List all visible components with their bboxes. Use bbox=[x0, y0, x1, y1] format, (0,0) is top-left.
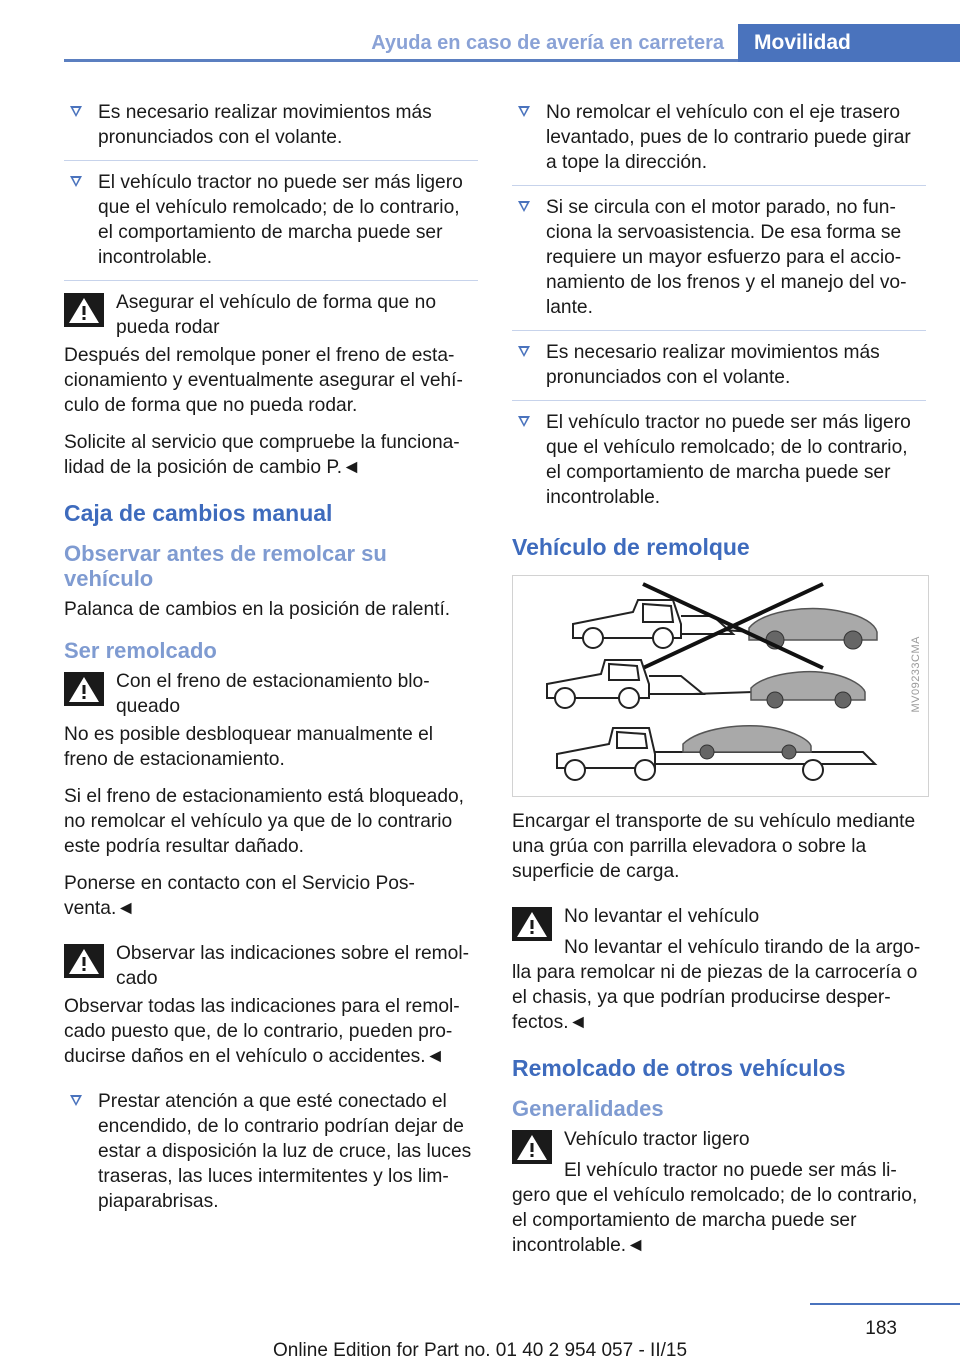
paragraph: Encargar el transporte de su vehículo mediante una grúa con parrilla elevadora o sobre la superficie de carga. bbox=[512, 811, 916, 882]
heading-being-towed: Ser remolcado bbox=[64, 638, 217, 663]
bullet-item: Es necesario realizar movimientos más pronunciados con el volante. bbox=[512, 340, 926, 401]
paragraph: Palanca de cambios en la posición de ralentí. bbox=[64, 599, 451, 620]
warning-note bbox=[512, 1127, 926, 1175]
bullet-triangle-icon bbox=[518, 346, 530, 357]
left-column bbox=[64, 100, 478, 1233]
paragraph: Solicite al servicio que compruebe la funcionalidad de la posición de cambio P.◄ bbox=[64, 432, 460, 478]
heading-general: Generalidades bbox=[512, 1096, 664, 1121]
bullet-triangle-icon bbox=[70, 176, 82, 187]
warning-note bbox=[64, 941, 478, 991]
right-column bbox=[512, 100, 926, 1270]
page-header bbox=[64, 24, 960, 62]
paragraph: No es posible desbloquear manualmente el freno de estacionamiento. bbox=[64, 724, 434, 770]
warning-title: No levantar el vehículo bbox=[564, 906, 760, 927]
bullet-item: Es necesario realizar movimientos más pronunciados con el volante. bbox=[64, 100, 478, 161]
paragraph: Después del remolque poner el freno de estacionamiento y eventualmente asegurar el vehículo de forma que no pueda rodar. bbox=[64, 345, 463, 416]
paragraph: El vehículo tractor no puede ser más ligero que el vehículo remolcado; de lo contrario, el comportamiento de marcha puede ser incontrolable.◄ bbox=[512, 1160, 918, 1256]
warning-title: Asegurar el vehículo de forma que no pueda rodar bbox=[116, 292, 436, 338]
paragraph: No levantar el vehículo tirando de la argolla para remolcar ni de piezas de la carrocería o el chasis, ya que podrían producirse desperfectos.◄ bbox=[512, 937, 921, 1033]
bullet-triangle-icon bbox=[518, 201, 530, 212]
bullet-triangle-icon bbox=[518, 416, 530, 427]
towing-illustration bbox=[512, 575, 929, 797]
bullet-triangle-icon bbox=[518, 106, 530, 117]
warning-triangle-icon bbox=[512, 907, 552, 941]
header-section-title: Ayuda en caso de avería en carretera bbox=[371, 32, 724, 54]
paragraph: Observar todas las indicaciones para el remolcado puesto que, de lo contrario, pueden producirse daños en el vehículo o accidentes.◄ bbox=[64, 996, 460, 1067]
bullet-item: No remolcar el vehículo con el eje trasero levantado, pues de lo contrario puede girar a tope la dirección. bbox=[512, 100, 926, 186]
page-number: 183 bbox=[865, 1318, 897, 1339]
heading-observe-before-tow: Observar antes de remolcar su vehículo bbox=[64, 541, 387, 591]
bullet-item: El vehículo tractor no puede ser más ligero que el vehículo remolcado; de lo contrario, el comportamiento de marcha puede ser incontrolable. bbox=[512, 410, 926, 520]
warning-title: Vehículo tractor ligero bbox=[564, 1129, 750, 1150]
bullet-item: Prestar atención a que esté conectado el encendido, de lo contrario podrían dejar de estar a disposición la luz de cruce, las luces traseras, las luces intermitentes y los limpiaparabrisas. bbox=[64, 1089, 478, 1224]
towing-methods-drawing bbox=[513, 576, 930, 798]
edition-note: Online Edition for Part no. 01 40 2 954 057 - II/15 bbox=[272, 1340, 688, 1361]
warning-triangle-icon bbox=[64, 293, 104, 327]
paragraph: Ponerse en contacto con el Servicio Posventa.◄ bbox=[64, 873, 415, 919]
bullet-item: Si se circula con el motor parado, no funciona la servoasistencia. De esa forma se requiere un mayor esfuerzo para el accionamiento de los frenos y el manejo del volante. bbox=[512, 195, 926, 331]
warning-triangle-icon bbox=[512, 1130, 552, 1164]
paragraph: Si el freno de estacionamiento está bloqueado, no remolcar el vehículo ya que de lo contrario este podría resultar dañado. bbox=[64, 786, 465, 857]
warning-title: Con el freno de estacionamiento bloqueado bbox=[116, 671, 430, 717]
warning-triangle-icon bbox=[64, 672, 104, 706]
header-chapter-tab: Movilidad bbox=[738, 24, 960, 62]
warning-note bbox=[64, 669, 478, 719]
warning-note bbox=[512, 904, 926, 952]
bullet-triangle-icon bbox=[70, 106, 82, 117]
bullet-triangle-icon bbox=[70, 1095, 82, 1106]
warning-triangle-icon bbox=[64, 944, 104, 978]
illustration-code: MV09233CMA bbox=[910, 636, 922, 713]
heading-tow-vehicle: Vehículo de remolque bbox=[512, 534, 750, 560]
heading-manual-gearbox: Caja de cambios manual bbox=[64, 500, 333, 526]
bullet-item: El vehículo tractor no puede ser más ligero que el vehículo remolcado; de lo contrario, el comportamiento de marcha puede ser incontrolable. bbox=[64, 170, 478, 281]
warning-title: Observar las indicaciones sobre el remolcado bbox=[116, 943, 469, 989]
footer-rule bbox=[810, 1303, 960, 1305]
heading-towing-others: Remolcado de otros vehículos bbox=[512, 1055, 846, 1081]
warning-note bbox=[64, 290, 478, 340]
